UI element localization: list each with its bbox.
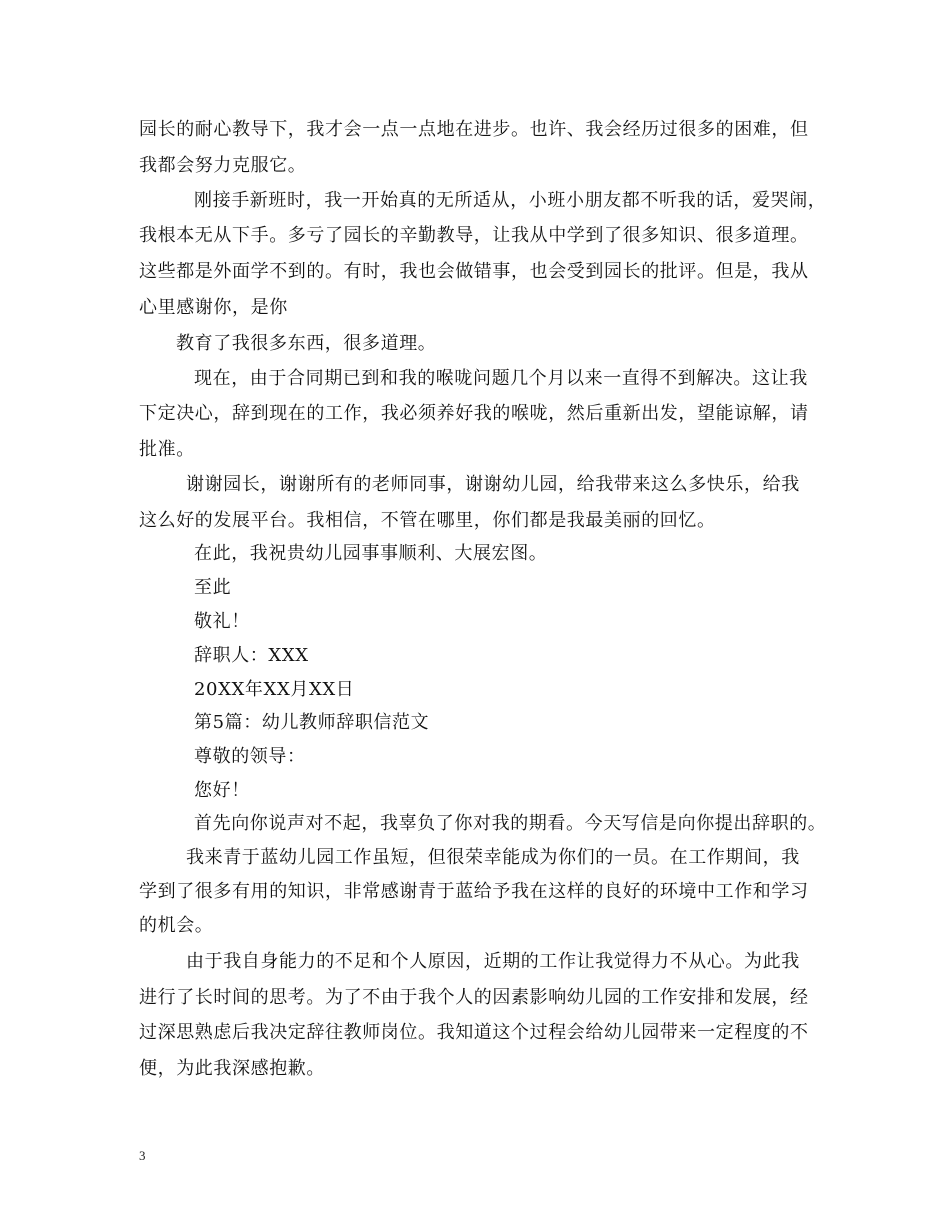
- text-line: 园长的耐心教导下，我才会一点一点地在进步。也许、我会经历过很多的困难，但: [139, 119, 809, 140]
- text-line: 现在，由于合同期已到和我的喉咙问题几个月以来一直得不到解决。这让我: [194, 368, 808, 389]
- text-line: 批准。: [139, 439, 195, 460]
- text-line: 20XX年XX月XX日: [194, 679, 355, 700]
- text-line: 辞职人：XXX: [194, 645, 309, 666]
- text-line: 在此，我祝贵幼儿园事事顺利、大展宏图。: [194, 543, 548, 564]
- text-line: 我来青于蓝幼儿园工作虽短，但很荣幸能成为你们的一员。在工作期间，我: [186, 847, 800, 868]
- text-line: 这些都是外面学不到的。有时，我也会做错事，也会受到园长的批评。但是，我从: [139, 261, 809, 282]
- text-line: 心里感谢你，是你: [139, 297, 288, 318]
- text-line: 至此: [194, 577, 232, 598]
- text-line: 敬礼！: [194, 611, 250, 632]
- text-line: 的机会。: [139, 915, 214, 936]
- text-line: 便，为此我深感抱歉。: [139, 1058, 325, 1079]
- text-line: 由于我自身能力的不足和个人原因，近期的工作让我觉得力不从心。为此我: [186, 951, 800, 972]
- text-line: 进行了长时间的思考。为了不由于我个人的因素影响幼儿园的工作安排和发展，经: [139, 987, 809, 1008]
- text-line: 谢谢园长，谢谢所有的老师同事，谢谢幼儿园，给我带来这么多快乐，给我: [186, 474, 800, 495]
- greeting: 您好！: [194, 780, 250, 801]
- text-line: 过深思熟虑后我决定辞往教师岗位。我知道这个过程会给幼儿园带来一定程度的不: [139, 1022, 809, 1043]
- text-line: 我都会努力克服它。: [139, 155, 307, 176]
- section-heading: 第5篇：幼儿教师辞职信范文: [194, 712, 430, 733]
- text-line: 这么好的发展平台。我相信，不管在哪里，你们都是我最美丽的回忆。: [139, 510, 716, 531]
- page-number: 3: [139, 1148, 146, 1163]
- salutation: 尊敬的领导：: [194, 746, 306, 767]
- text-line: 下定决心，辞到现在的工作，我必须养好我的喉咙，然后重新出发，望能谅解，请: [139, 403, 809, 424]
- text-line: 学到了很多有用的知识，非常感谢青于蓝给予我在这样的良好的环境中工作和学习: [139, 881, 809, 902]
- text-line: 我根本无从下手。多亏了园长的辛勤教导，让我从中学到了很多知识、很多道理。: [139, 225, 809, 246]
- text-line: 刚接手新班时，我一开始真的无所适从，小班小朋友都不听我的话，爱哭闹，: [194, 190, 827, 211]
- text-line: 首先向你说声对不起，我辜负了你对我的期看。今天写信是向你提出辞职的。: [194, 813, 827, 834]
- text-line: 教育了我很多东西，很多道理。: [176, 333, 437, 354]
